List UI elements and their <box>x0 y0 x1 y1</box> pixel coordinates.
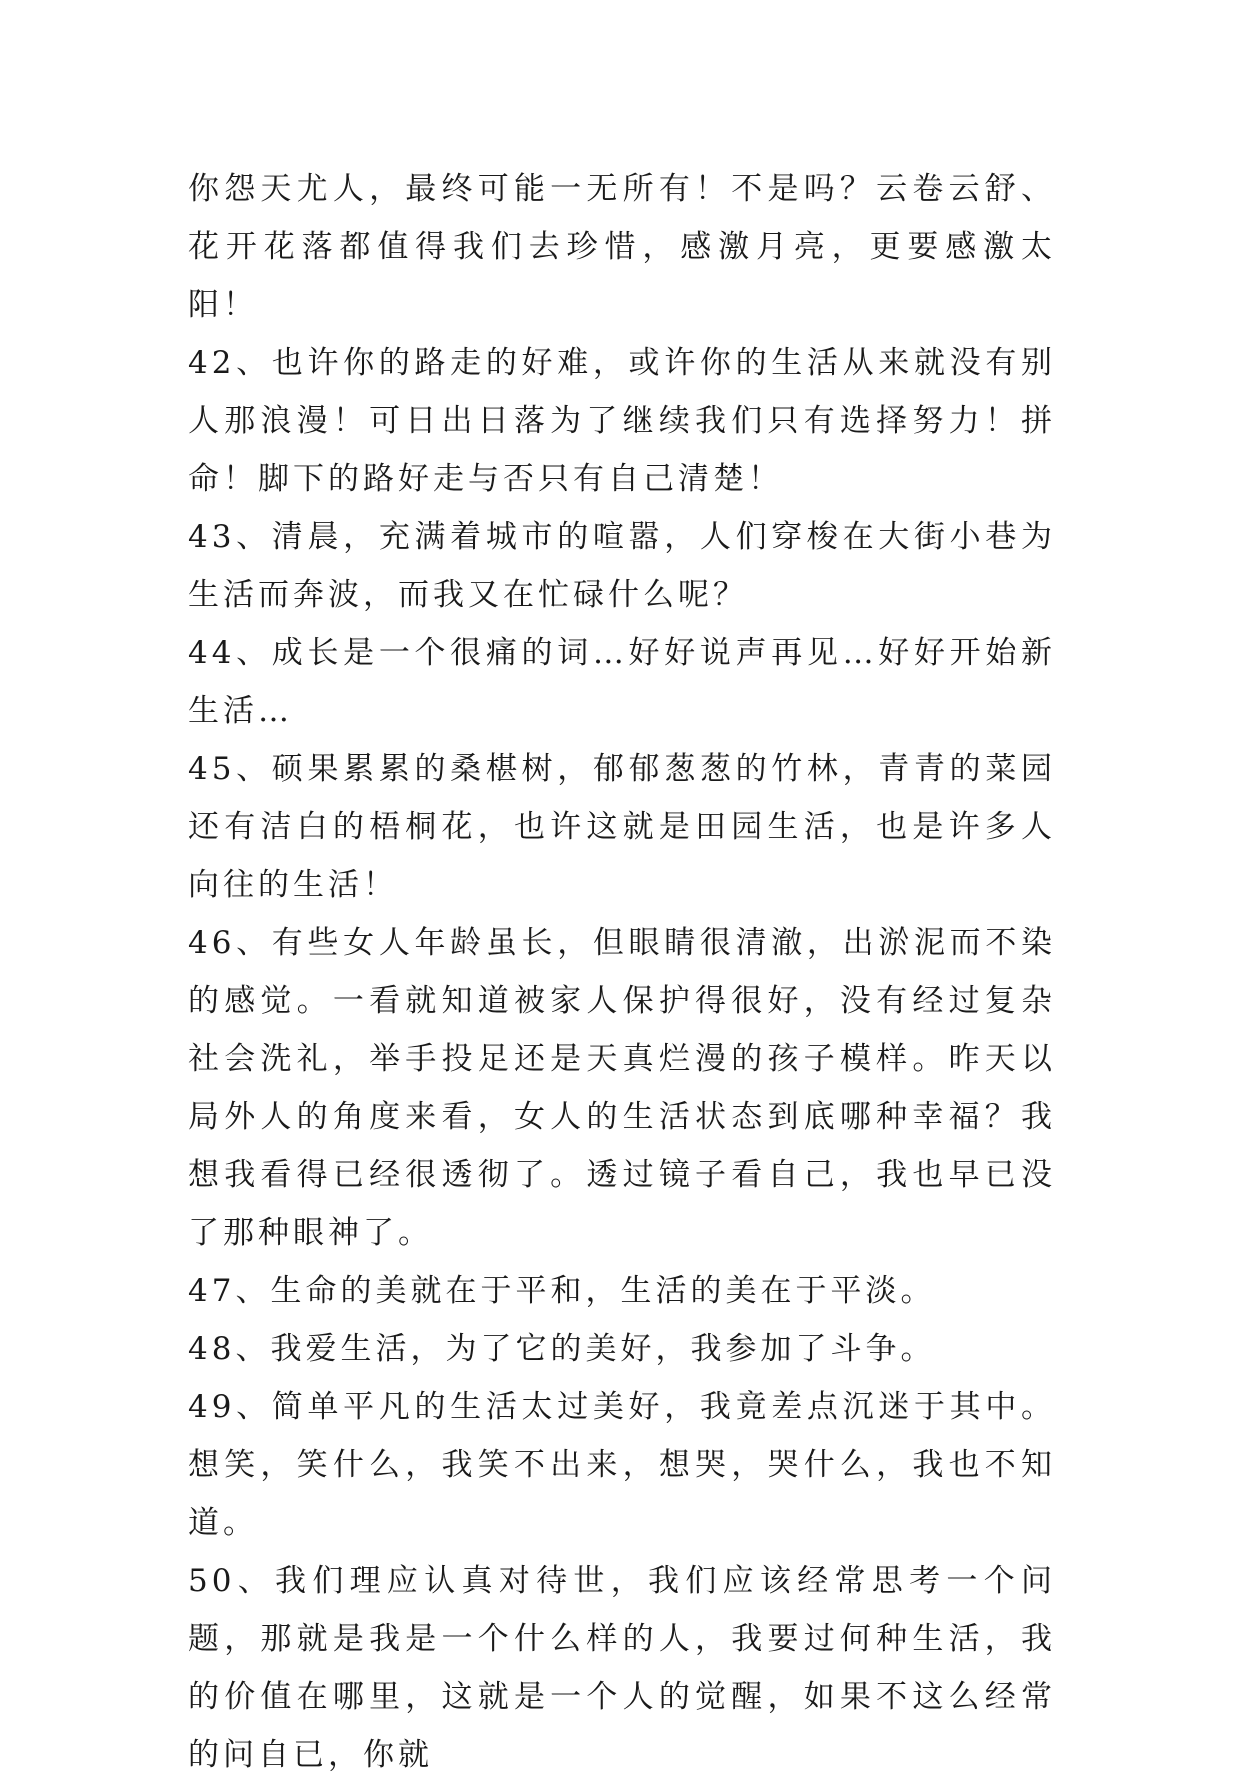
paragraph-49: 49、简单平凡的生活太过美好，我竟差点沉迷于其中。想笑，笑什么，我笑不出来，想哭，哭什么，我也不知道。 <box>188 1389 1056 1541</box>
document-body <box>188 160 1056 1784</box>
paragraph-43: 43、清晨，充满着城市的喧嚣，人们穿梭在大街小巷为生活而奔波，而我又在忙碌什么呢？ <box>188 519 1056 613</box>
paragraph-46: 46、有些女人年龄虽长，但眼睛很清澈，出淤泥而不染的感觉。一看就知道被家人保护得很好，没有经过复杂社会洗礼，举手投足还是天真烂漫的孩子模样。昨天以局外人的角度来看，女人的生活状态到底哪种幸福？我想我看得已经很透彻了。透过镜子看自己，我也早已没了那种眼神了。 <box>188 925 1056 1251</box>
paragraph-50: 50、我们理应认真对待世，我们应该经常思考一个问题，那就是我是一个什么样的人，我要过何种生活，我的价值在哪里，这就是一个人的觉醒，如果不这么经常的问自已，你就 <box>188 1563 1056 1773</box>
paragraph-48: 48、我爱生活，为了它的美好，我参加了斗争。 <box>188 1331 936 1367</box>
paragraph-45: 45、硕果累累的桑椹树，郁郁葱葱的竹林，青青的菜园还有洁白的梧桐花，也许这就是田园生活，也是许多人向往的生活！ <box>188 751 1056 903</box>
paragraph-47: 47、生命的美就在于平和，生活的美在于平淡。 <box>188 1273 936 1309</box>
paragraph-44: 44、成长是一个很痛的词…好好说声再见…好好开始新生活… <box>188 635 1056 729</box>
paragraph-41-continued: 你怨天尤人，最终可能一无所有！不是吗？云卷云舒、花开花落都值得我们去珍惜，感激月亮，更要感激太阳！ <box>188 171 1056 323</box>
paragraph-42: 42、也许你的路走的好难，或许你的生活从来就没有别人那浪漫！可日出日落为了继续我们只有选择努力！拼命！脚下的路好走与否只有自己清楚！ <box>188 345 1056 497</box>
